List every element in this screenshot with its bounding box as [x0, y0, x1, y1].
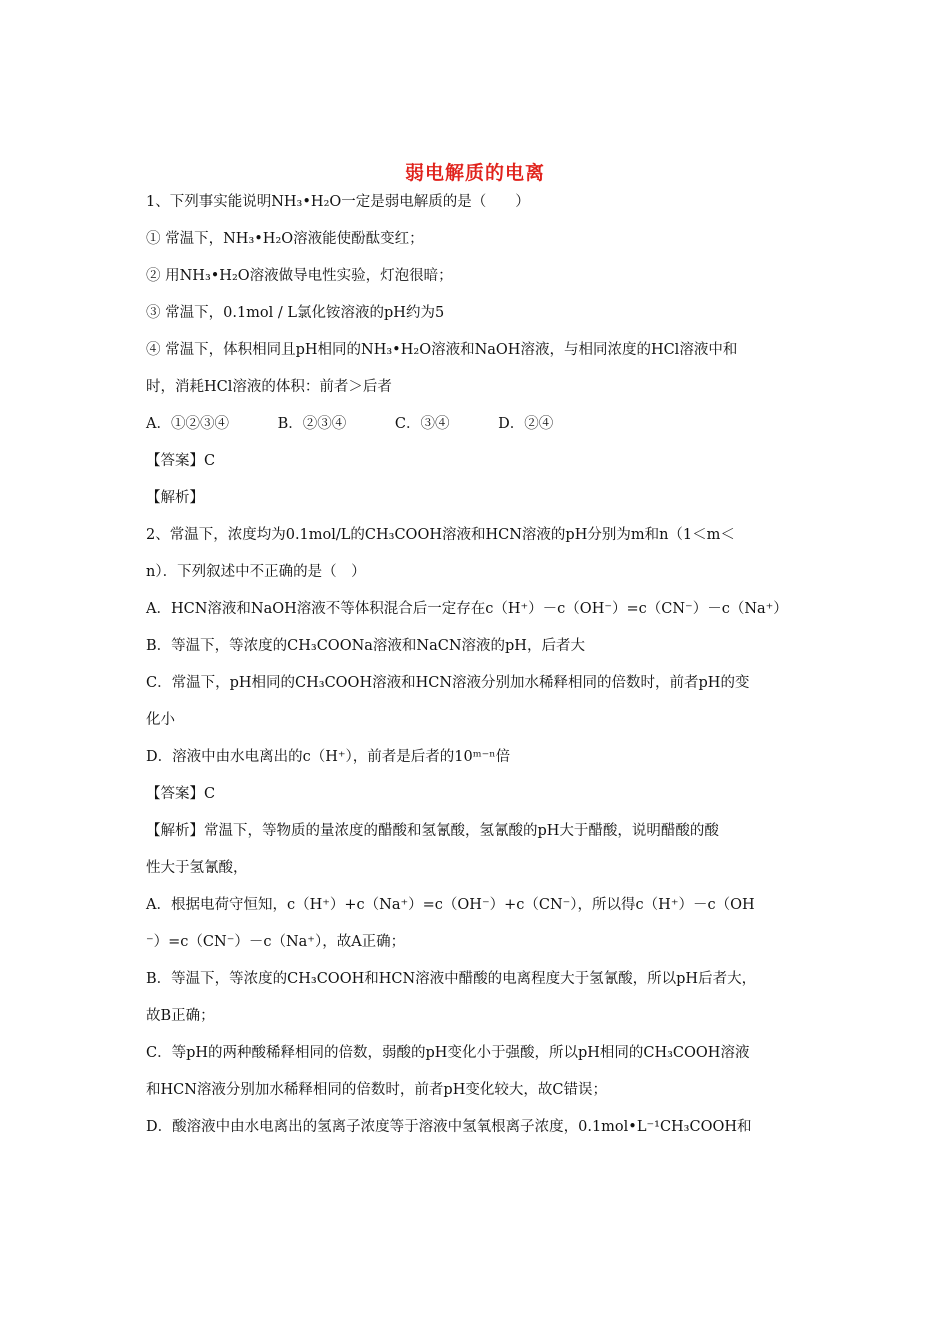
question-1-statement-1: ① 常温下，NH₃•H₂O溶液能使酚酞变红； — [146, 231, 424, 247]
question-2-answer: 【答案】C — [146, 786, 216, 802]
question-2-stem-cont: n）．下列叙述中不正确的是（ ） — [146, 564, 366, 580]
question-2-option-c: C．常温下，pH相同的CH₃COOH溶液和HCN溶液分别加水稀释相同的倍数时，前者pH的变 — [146, 675, 750, 691]
question-1-answer: 【答案】C — [146, 453, 216, 469]
question-1-statement-2: ② 用NH₃•H₂O溶液做导电性实验，灯泡很暗； — [146, 268, 453, 284]
analysis-a-cont: ⁻）=c（CN⁻）－c（Na⁺），故A正确； — [146, 934, 406, 950]
question-1-statement-4: ④ 常温下，体积相同且pH相同的NH₃•H₂O溶液和NaOH溶液，与相同浓度的HCl溶液中和 — [146, 342, 738, 358]
question-1-analysis: 【解析】 — [146, 490, 204, 506]
analysis-b-cont: 故B正确； — [146, 1008, 215, 1024]
question-1-statement-3: ③ 常温下，0.1mol / L氯化铵溶液的pH约为5 — [146, 305, 445, 321]
question-2-analysis: 【解析】常温下，等物质的量浓度的醋酸和氢氰酸，氢氰酸的pH大于醋酸，说明醋酸的酸 — [146, 823, 719, 839]
option-c: C．③④ — [394, 416, 450, 432]
question-2-option-d: D．溶液中由水电离出的c（H⁺），前者是后者的10ᵐ⁻ⁿ倍 — [146, 749, 511, 765]
document-body — [146, 184, 814, 1146]
analysis-c-cont: 和HCN溶液分别加水稀释相同的倍数时，前者pH变化较大，故C错误； — [146, 1082, 607, 1098]
analysis-c: C．等pH的两种酸稀释相同的倍数，弱酸的pH变化小于强酸，所以pH相同的CH₃COOH溶液 — [146, 1045, 750, 1061]
question-2-option-a: A．HCN溶液和NaOH溶液不等体积混合后一定存在c（H⁺）－c（OH⁻）=c（CN⁻）－c（Na⁺） — [146, 601, 788, 617]
option-a: A．①②③④ — [146, 416, 229, 432]
question-1-statement-4-cont: 时，消耗HCl溶液的体积：前者＞后者 — [146, 379, 392, 395]
question-1-options — [146, 406, 814, 443]
analysis-a: A．根据电荷守恒知，c（H⁺）+c（Na⁺）=c（OH⁻）+c（CN⁻），所以得c（H⁺）－c（OH — [146, 897, 755, 913]
page-title: 弱电解质的电离 — [404, 162, 545, 184]
option-d: D．②④ — [498, 416, 554, 432]
analysis-b: B．等温下，等浓度的CH₃COOH和HCN溶液中醋酸的电离程度大于氢氰酸，所以pH后者大， — [146, 971, 757, 987]
option-b: B．②③④ — [277, 416, 347, 432]
question-1-stem: 1、下列事实能说明NH₃•H₂O一定是弱电解质的是（ ） — [146, 194, 530, 210]
question-2-stem: 2、常温下，浓度均为0.1mol/L的CH₃COOH溶液和HCN溶液的pH分别为m和n（1＜m＜ — [146, 527, 735, 543]
question-2-analysis-cont: 性大于氢氰酸， — [146, 860, 248, 876]
analysis-d: D．酸溶液中由水电离出的氢离子浓度等于溶液中氢氧根离子浓度，0.1mol•L⁻¹CH₃COOH和 — [146, 1119, 752, 1135]
question-2-option-c-cont: 化小 — [146, 712, 175, 728]
question-2-option-b: B．等温下，等浓度的CH₃COONa溶液和NaCN溶液的pH，后者大 — [146, 638, 585, 654]
